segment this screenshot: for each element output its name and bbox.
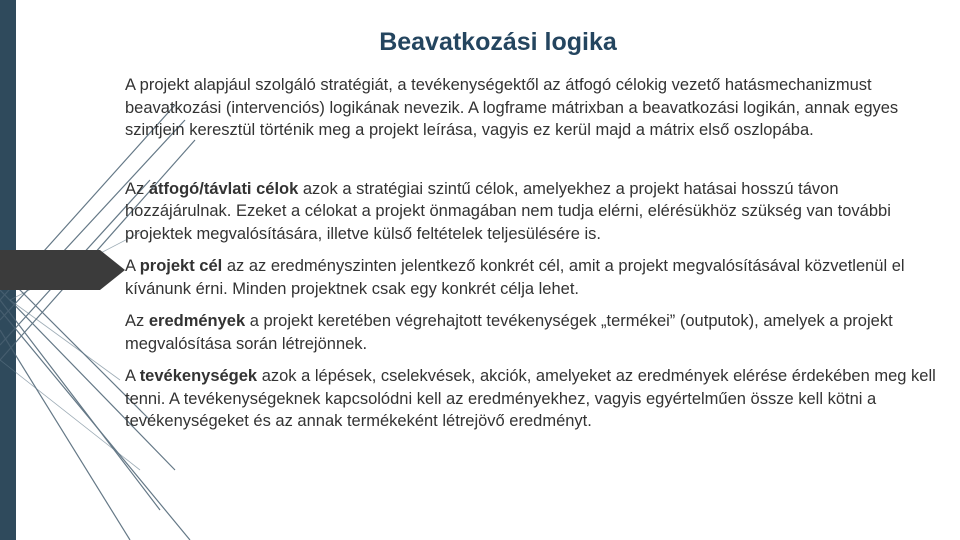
- project-goal-paragraph: A projekt cél az az eredményszinten jelentkező konkrét cél, amit a projekt megvalósításával közvetlenül el kívánunk érni. Minden projektnek csak egy konkrét célja lehet.: [125, 257, 905, 298]
- overall-goals-paragraph: Az átfogó/távlati célok azok a stratégiai szintű célok, amelyekhez a projekt hatásai hosszú távon hozzájárulnak. Ezeket a célokat a projekt önmagában nem tudja elérni, elérésükhöz szükség van további projektek megvalósítására, illetve külső feltételek teljesülésére is.: [125, 179, 891, 243]
- results-paragraph: Az eredmények a projekt keretében végrehajtott tevékenységek „termékei” (outputok), amelyek a projekt megvalósítása során létrejönnek.: [125, 312, 893, 353]
- slide-title: Beavatkozási logika: [379, 28, 617, 56]
- activities-paragraph: A tevékenységek azok a lépések, cselekvések, akciók, amelyeket az eredmények elérése érdekében meg kell tenni. A tevékenységeknek kapcsolódni kell az eredményekhez, vagyis egyértelműen össze kell kötni a tevékenységeket és az annak termékeként létrejövő eredményt.: [125, 367, 936, 430]
- slide-body: [125, 74, 937, 433]
- intro-paragraph: A projekt alapjául szolgáló stratégiát, a tevékenységektől az átfogó célokig vezető hatásmechanizmust beavatkozási (intervenciós) logikának nevezik. A logframe mátrixban a beavatkozási logikán, annak egyes szintjein keresztül történik meg a projekt leírása, vagyis ez kerül majd a mátrix első oszlopába.: [125, 76, 899, 139]
- chevron-arrow-shape: [0, 250, 125, 290]
